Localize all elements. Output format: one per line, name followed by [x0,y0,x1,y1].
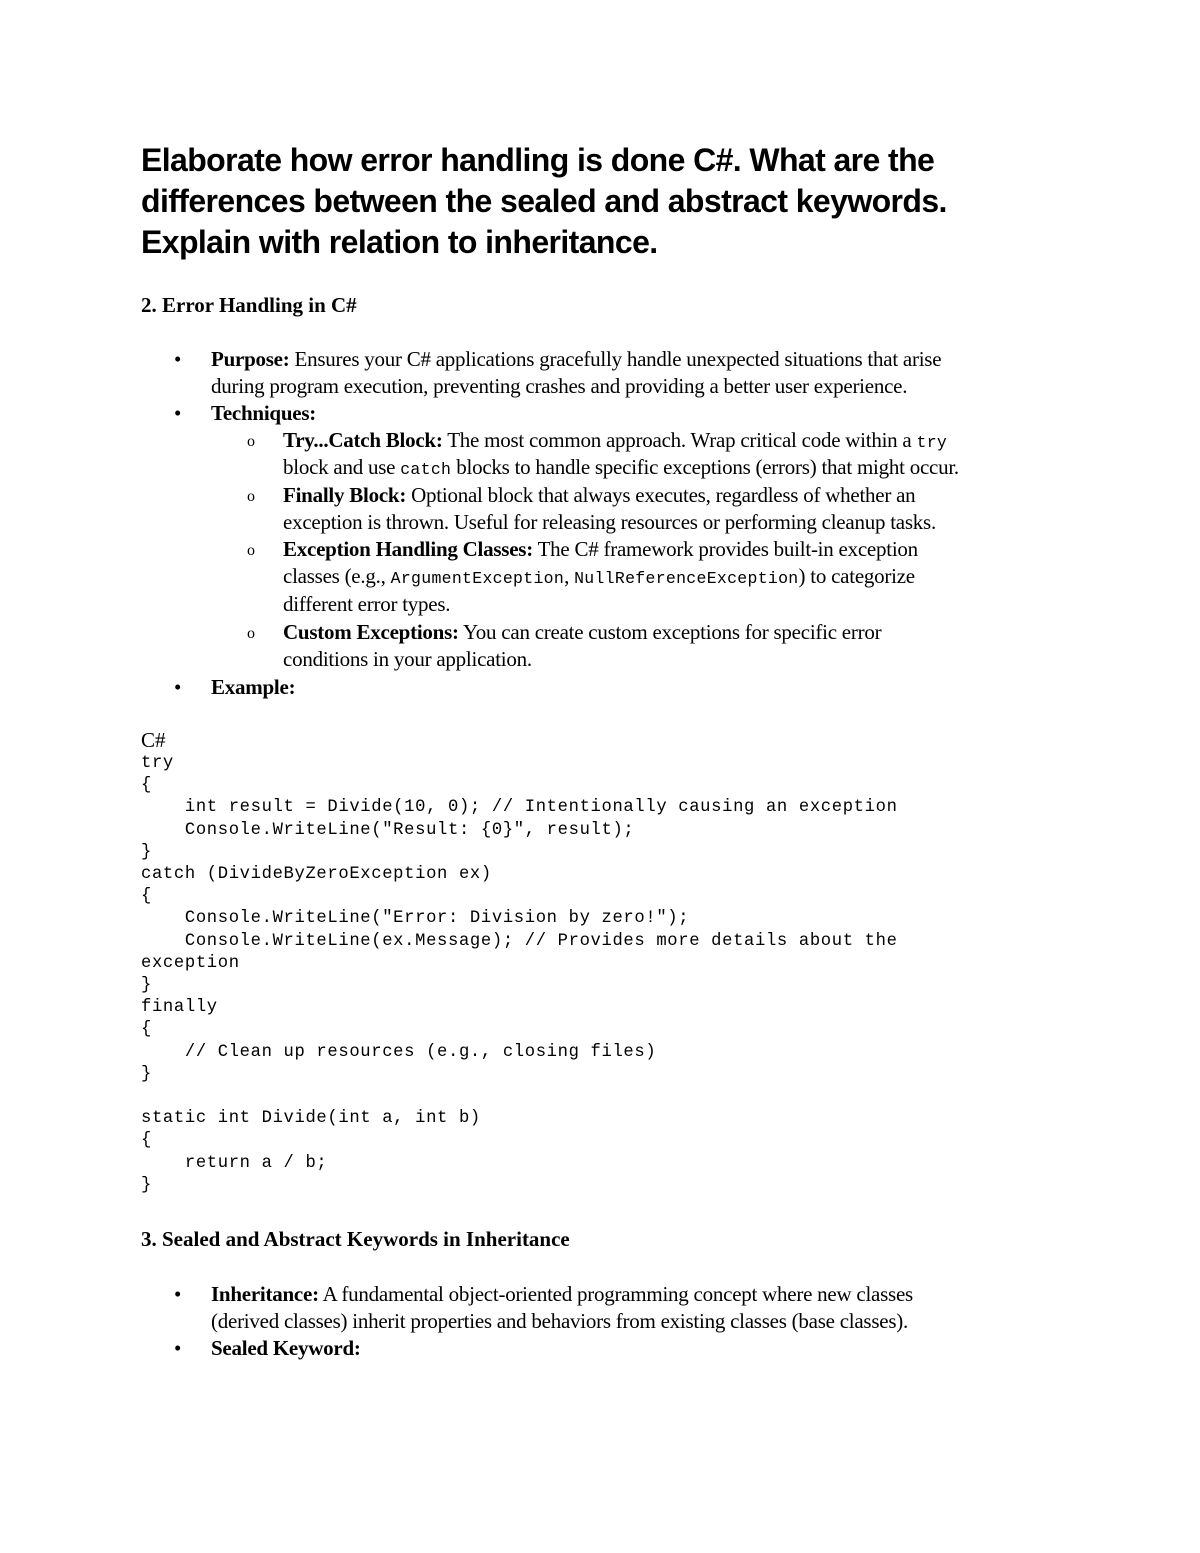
exception-classes-line-1 [283,536,918,563]
bullet-circle: o [247,625,255,642]
bullet-disc: • [174,675,182,699]
custom-exceptions-line-1 [283,619,881,646]
code-block: try { int result = Divide(10, 0); // Intentionally causing an exception Console.WriteLine("Result: {0}", result); } catch (DivideByZeroException ex) { Console.WriteLine("Error: Division by zero!"); Console.WriteLine(ex.Message); // Provides more details about the exception } finally { // Clean up resources (e.g., closing files) } static int Divide(int a, int b) { return a / b; } [141,754,898,1195]
exception-classes-text-1: The C# framework provides built-in exception [532,537,918,561]
purpose-line-1 [211,346,941,373]
title-line-3: Explain with relation to inheritance. [141,224,658,260]
try-catch-text-2a: block and use [283,455,401,479]
custom-exceptions-text-1: You can create custom exceptions for specific error [458,620,882,644]
sealed-abstract-heading: 3. Sealed and Abstract Keywords in Inheritance [141,1227,570,1251]
code-argument-exception: ArgumentException [390,569,565,588]
code-language-label: C# [141,728,166,752]
inheritance-line-1 [211,1281,913,1308]
exception-classes-text-2b: ) to categorize [798,564,915,588]
bullet-circle: o [247,488,255,505]
exception-classes-text-2a: classes (e.g., [283,564,391,588]
document-title [141,140,1121,263]
bullet-circle: o [247,433,255,450]
inheritance-line-2: (derived classes) inherit properties and behaviors from existing classes (base classes). [211,1309,909,1333]
code-null-reference-exception: NullReferenceException [574,569,799,588]
code-catch: catch [400,460,452,479]
title-line-2: differences between the sealed and abstract keywords. [141,183,947,219]
example-label [211,674,295,701]
sealed-keyword-label [211,1335,361,1362]
purpose-label: Purpose: [211,347,290,371]
try-catch-text-1: The most common approach. Wrap critical code within a [442,428,917,452]
try-catch-label: Try...Catch Block: [283,428,443,452]
finally-line-1 [283,482,915,509]
inheritance-text-1: A fundamental object-oriented programming concept where new classes [318,1282,913,1306]
techniques-label-text: Techniques: [211,401,317,425]
exception-classes-line-3: different error types. [283,592,451,616]
try-catch-text-2b: blocks to handle specific exceptions (errors) that might occur. [451,455,959,479]
title-line-1: Elaborate how error handling is done C#. What are the [141,142,935,178]
bullet-disc: • [174,1336,182,1360]
code-try: try [916,433,948,452]
exception-classes-label: Exception Handling Classes: [283,537,533,561]
inheritance-label: Inheritance: [211,1282,319,1306]
finally-text-1: Optional block that always executes, regardless of whether an [406,483,916,507]
finally-label: Finally Block: [283,483,407,507]
try-catch-line-2 [283,454,959,483]
custom-exceptions-label: Custom Exceptions: [283,620,459,644]
bullet-circle: o [247,542,255,559]
exception-classes-line-2 [283,563,915,592]
custom-exceptions-line-2: conditions in your application. [283,647,532,671]
finally-line-2: exception is thrown. Useful for releasing resources or performing cleanup tasks. [283,510,936,534]
try-catch-line-1 [283,427,947,456]
techniques-label [211,400,316,427]
purpose-line-2: during program execution, preventing crashes and providing a better user experience. [211,374,908,398]
bullet-disc: • [174,347,182,371]
bullet-disc: • [174,1282,182,1306]
bullet-disc: • [174,401,182,425]
purpose-text-1: Ensures your C# applications gracefully handle unexpected situations that arise [289,347,942,371]
error-handling-heading: 2. Error Handling in C# [141,293,357,317]
example-label-text: Example: [211,675,296,699]
sealed-keyword-label-text: Sealed Keyword: [211,1336,361,1360]
exception-classes-sep: , [564,564,575,588]
